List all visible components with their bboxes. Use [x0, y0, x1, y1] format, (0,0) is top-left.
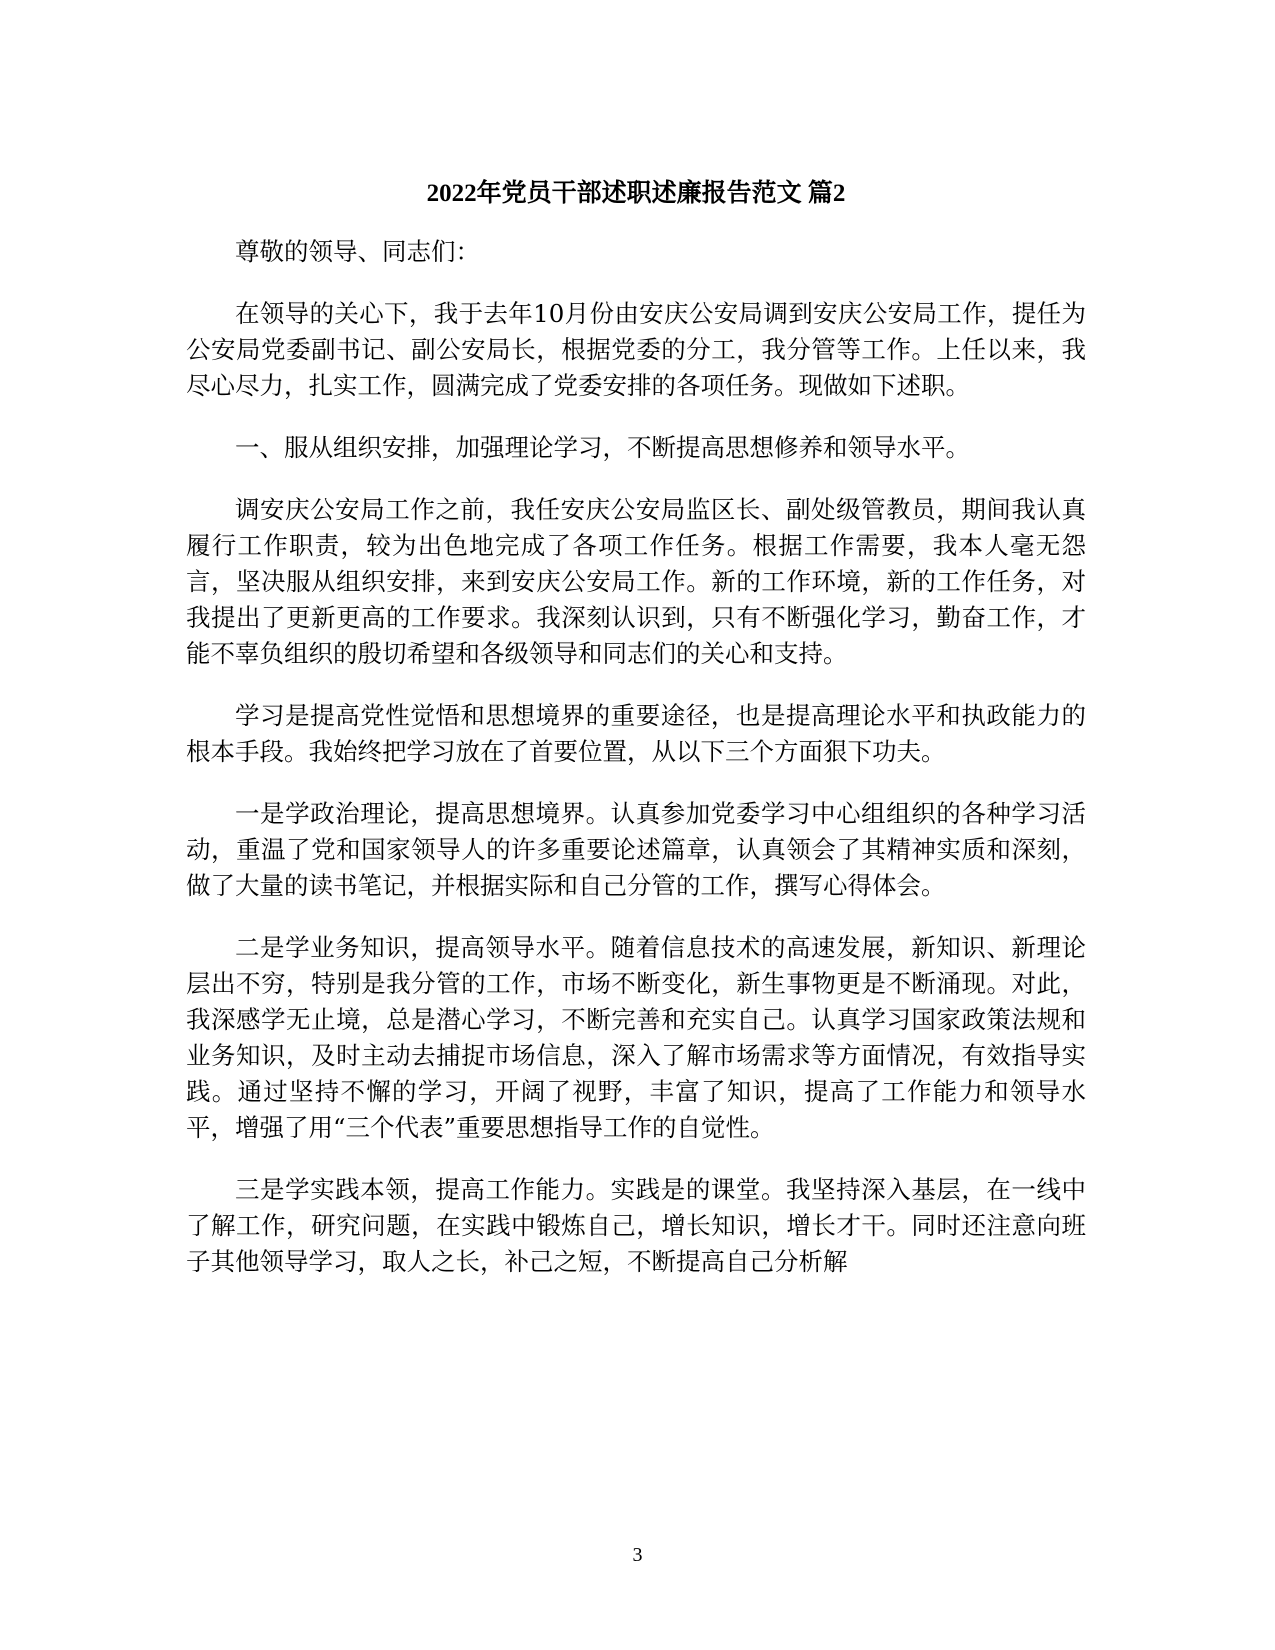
- page-number: 3: [632, 1544, 643, 1566]
- paragraph-intro: 在领导的关心下，我于去年10月份由安庆公安局调到安庆公安局工作，提任为公安局党委副书记、副公安局长，根据党委的分工，我分管等工作。上任以来，我尽心尽力，扎实工作，圆满完成了党委安排的各项任务。现做如下述职。: [186, 299, 1086, 400]
- paragraph-point-two: 二是学业务知识，提高领导水平。随着信息技术的高速发展，新知识、新理论层出不穷，特别是我分管的工作，市场不断变化，新生事物更是不断涌现。对此，我深感学无止境，总是潜心学习，不断完善和充实自己。认真学习国家政策法规和业务知识，及时主动去捕捉市场信息，深入了解市场需求等方面情况，有效指导实践。通过坚持不懈的学习，开阔了视野，丰富了知识，提高了工作能力和领导水平，增强了用“三个代表”重要思想指导工作的自觉性。: [186, 933, 1086, 1142]
- paragraph-background: 调安庆公安局工作之前，我任安庆公安局监区长、副处级管教员，期间我认真履行工作职责，较为出色地完成了各项工作任务。根据工作需要，我本人毫无怨言，坚决服从组织安排，来到安庆公安局工作。新的工作环境，新的工作任务，对我提出了更新更高的工作要求。我深刻认识到，只有不断强化学习，勤奋工作，才能不辜负组织的殷切希望和各级领导和同志们的关心和支持。: [186, 495, 1086, 668]
- paragraph-study: 学习是提高党性觉悟和思想境界的重要途径，也是提高理论水平和执政能力的根本手段。我始终把学习放在了首要位置，从以下三个方面狠下功夫。: [186, 701, 1086, 766]
- paragraph-section-heading: 一、服从组织安排，加强理论学习，不断提高思想修养和领导水平。: [235, 433, 970, 462]
- document-body: [186, 176, 1086, 1306]
- paragraph-point-three: 三是学实践本领，提高工作能力。实践是的课堂。我坚持深入基层，在一线中了解工作，研究问题，在实践中锻炼自己，增长知识，增长才干。同时还注意向班子其他领导学习，取人之长，补己之短，不断提高自己分析解: [186, 1175, 1086, 1276]
- document-title: 2022年党员干部述职述廉报告范文 篇2: [426, 180, 846, 207]
- paragraph-salutation: 尊敬的领导、同志们：: [235, 237, 480, 266]
- paragraph-point-one: 一是学政治理论，提高思想境界。认真参加党委学习中心组组织的各种学习活动，重温了党和国家领导人的许多重要论述篇章，认真领会了其精神实质和深刻，做了大量的读书笔记，并根据实际和自己分管的工作，撰写心得体会。: [186, 799, 1086, 900]
